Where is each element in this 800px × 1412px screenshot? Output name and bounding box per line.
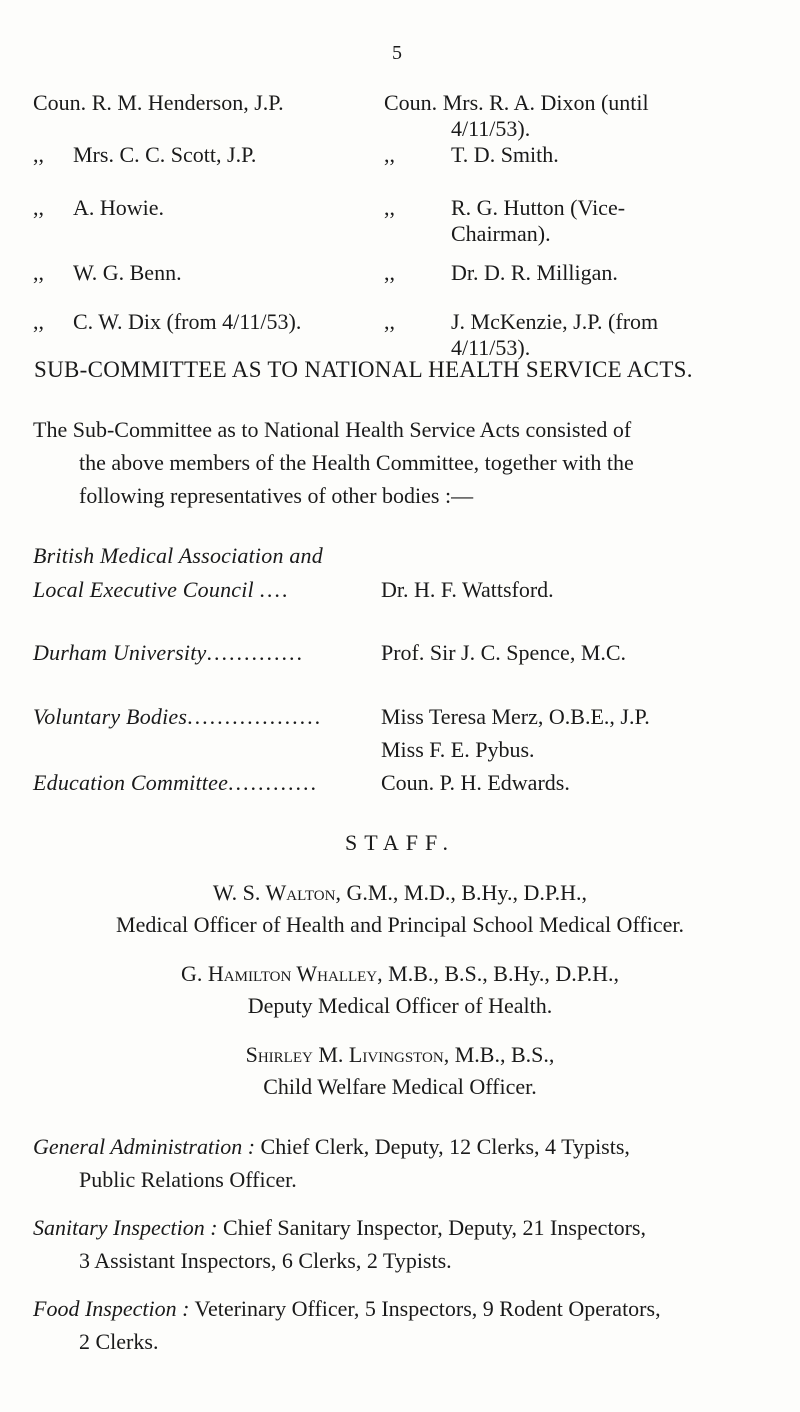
- rep-row: [33, 767, 318, 799]
- department-staff: Veterinary Officer, 5 Inspectors, 9 Rodent Operators,: [189, 1296, 661, 1321]
- officer-name-line: [0, 1039, 800, 1071]
- ditto-mark: ,,: [384, 142, 395, 167]
- page-number: 5: [392, 42, 402, 64]
- department-label: Food Inspection :: [33, 1296, 190, 1321]
- ditto-mark: ,,: [33, 195, 44, 220]
- rep-body-line: [33, 540, 323, 572]
- department-entry: [33, 1211, 778, 1277]
- member-name: Dr. D. R. Milligan.: [451, 260, 618, 285]
- officer-quals: M.B., B.S., B.Hy., D.P.H.,: [382, 961, 619, 986]
- rep-person: Miss F. E. Pybus.: [381, 737, 535, 762]
- intro-paragraph: [33, 413, 778, 512]
- member-right-2: [384, 142, 559, 168]
- department-label: Sanitary Inspection :: [33, 1215, 218, 1240]
- ditto-mark: ,,: [384, 309, 395, 334]
- department-entry: [33, 1292, 778, 1358]
- rep-person: Dr. H. F. Wattsford.: [381, 577, 554, 602]
- rep-body: Local Executive Council: [33, 577, 254, 602]
- ditto-mark: ,,: [33, 309, 44, 334]
- rep-row: [33, 637, 304, 669]
- ditto-mark: ,,: [384, 260, 395, 285]
- department-staff: Chief Sanitary Inspector, Deputy, 21 Inspectors,: [217, 1215, 646, 1240]
- department-staff-cont: 2 Clerks.: [79, 1329, 159, 1354]
- member-name: W. G. Benn.: [73, 260, 182, 285]
- department-staff-cont: Public Relations Officer.: [79, 1167, 297, 1192]
- staff-officer: [0, 877, 800, 941]
- member-prefix: Coun.: [33, 90, 87, 115]
- rep-row: [33, 574, 289, 606]
- member-name: C. W. Dix (from 4/11/53).: [73, 309, 302, 334]
- member-name: R. M. Henderson, J.P.: [91, 90, 284, 115]
- member-right-1-cont: 4/11/53).: [451, 116, 531, 141]
- officer-name: G. Hamilton Whalley,: [181, 961, 383, 986]
- member-left-1: [33, 90, 284, 116]
- staff-officer: [0, 958, 800, 1022]
- rep-body: Durham University: [33, 640, 207, 665]
- leader-dots: ..................: [187, 704, 323, 729]
- member-right-5: [384, 309, 658, 335]
- member-name: A. Howie.: [73, 195, 165, 220]
- ditto-mark: ,,: [384, 195, 395, 220]
- officer-role: Medical Officer of Health and Principal School Medical Officer.: [116, 912, 684, 937]
- staff-heading: STAFF.: [344, 830, 455, 855]
- member-prefix: Coun.: [384, 90, 438, 115]
- department-label: General Administration :: [33, 1134, 256, 1159]
- officer-name-line: [0, 958, 800, 990]
- rep-body: Education Committee: [33, 770, 229, 795]
- ditto-mark: ,,: [33, 260, 44, 285]
- member-right-3: [384, 195, 625, 221]
- rep-body: Voluntary Bodies: [33, 704, 188, 729]
- ditto-mark: ,,: [33, 142, 44, 167]
- rep-row: [33, 701, 322, 733]
- member-name: R. G. Hutton (Vice-: [451, 195, 626, 220]
- member-right-1: [384, 90, 649, 116]
- leader-dots: ....: [259, 577, 290, 602]
- member-left-5: [33, 309, 301, 335]
- rep-person: Coun. P. H. Edwards.: [381, 770, 570, 795]
- officer-name: Shirley M. Livingston,: [245, 1042, 450, 1067]
- member-right-4: [384, 260, 618, 286]
- officer-name: W. S. Walton,: [212, 880, 341, 905]
- officer-role: Deputy Medical Officer of Health.: [247, 993, 553, 1018]
- officer-quals: M.B., B.S.,: [449, 1042, 555, 1067]
- intro-line: The Sub-Committee as to National Health Service Acts consisted of: [33, 417, 632, 442]
- member-right-5-cont: 4/11/53).: [451, 335, 531, 360]
- officer-role: Child Welfare Medical Officer.: [263, 1074, 537, 1099]
- leader-dots: .............: [206, 640, 304, 665]
- department-entry: [33, 1130, 778, 1196]
- member-name: J. McKenzie, J.P. (from: [451, 309, 659, 334]
- rep-person: Miss Teresa Merz, O.B.E., J.P.: [381, 704, 650, 729]
- member-name: T. D. Smith.: [451, 142, 559, 167]
- member-left-3: [33, 195, 164, 221]
- staff-officer: [0, 1039, 800, 1103]
- member-name: Mrs. C. C. Scott, J.P.: [73, 142, 257, 167]
- intro-line: the above members of the Health Committee, together with the: [79, 450, 634, 475]
- rep-body: British Medical Association and: [33, 543, 323, 568]
- officer-quals: G.M., M.D., B.Hy., D.P.H.,: [340, 880, 588, 905]
- member-left-2: [33, 142, 256, 168]
- officer-name-line: [0, 877, 800, 909]
- member-right-3-cont: Chairman).: [451, 221, 551, 246]
- department-staff-cont: 3 Assistant Inspectors, 6 Clerks, 2 Typists.: [79, 1248, 452, 1273]
- member-left-4: [33, 260, 182, 286]
- rep-person: Prof. Sir J. C. Spence, M.C.: [381, 640, 627, 665]
- section-heading: SUB-COMMITTEE AS TO NATIONAL HEALTH SERVICE ACTS.: [34, 357, 693, 382]
- department-staff: Chief Clerk, Deputy, 12 Clerks, 4 Typists,: [255, 1134, 630, 1159]
- intro-line: following representatives of other bodies :—: [79, 483, 474, 508]
- member-name: Mrs. R. A. Dixon (until: [442, 90, 649, 115]
- leader-dots: ............: [228, 770, 319, 795]
